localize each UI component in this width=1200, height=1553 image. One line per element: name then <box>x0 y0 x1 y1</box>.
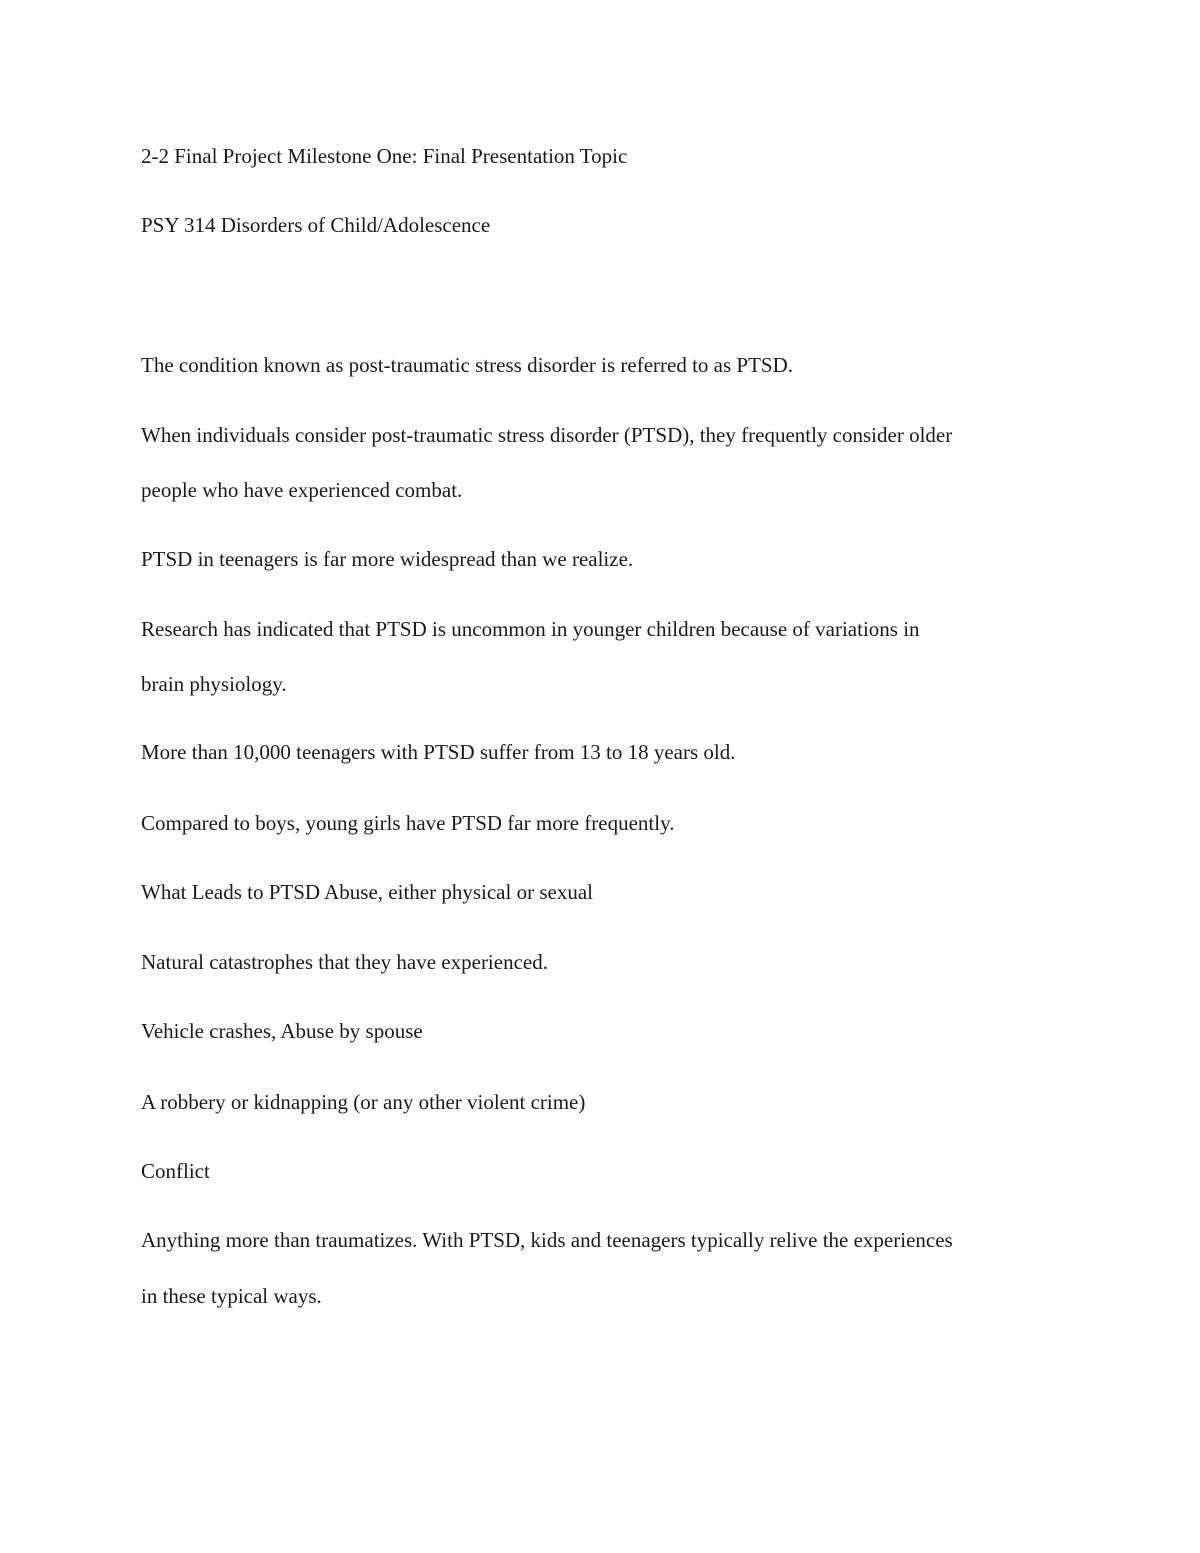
paragraph-line: More than 10,000 teenagers with PTSD suffer from 13 to 18 years old. <box>141 740 736 764</box>
paragraph-line: people who have experienced combat. <box>141 478 463 502</box>
course-name: PSY 314 Disorders of Child/Adolescence <box>141 213 491 237</box>
paragraph-line: The condition known as post-traumatic stress disorder is referred to as PTSD. <box>141 353 794 377</box>
paragraph-line: A robbery or kidnapping (or any other violent crime) <box>141 1090 586 1114</box>
paragraph-line: Natural catastrophes that they have experienced. <box>141 950 548 974</box>
paragraph-line: Research has indicated that PTSD is uncommon in younger children because of variations in <box>141 617 920 641</box>
paragraph-line: When individuals consider post-traumatic stress disorder (PTSD), they frequently consider older <box>141 423 953 447</box>
paragraph-line: Vehicle crashes, Abuse by spouse <box>141 1019 423 1043</box>
paragraph-line: What Leads to PTSD Abuse, either physical or sexual <box>141 880 593 904</box>
paragraph-line: Compared to boys, young girls have PTSD far more frequently. <box>141 811 675 835</box>
paragraph-line: PTSD in teenagers is far more widespread than we realize. <box>141 547 634 571</box>
paragraph-line: Anything more than traumatizes. With PTSD, kids and teenagers typically relive the experiences <box>141 1228 953 1252</box>
paragraph-line: Conflict <box>141 1159 210 1183</box>
document-title: 2-2 Final Project Milestone One: Final Presentation Topic <box>141 144 628 168</box>
paragraph-line: in these typical ways. <box>141 1284 322 1308</box>
paragraph-line: brain physiology. <box>141 672 287 696</box>
